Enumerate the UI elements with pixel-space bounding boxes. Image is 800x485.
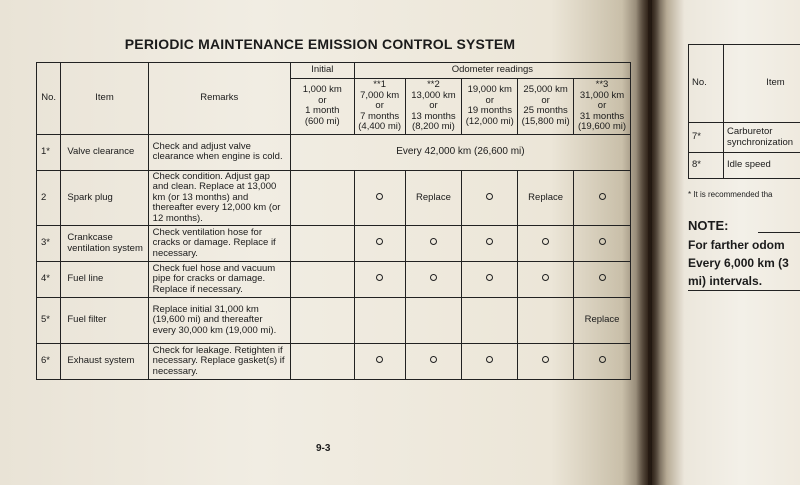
right-row-item: Idle speed bbox=[724, 153, 800, 179]
maintenance-cell bbox=[290, 262, 354, 298]
maintenance-cell bbox=[405, 262, 462, 298]
interval-line: (4,400 mi) bbox=[358, 121, 402, 132]
row-remarks: Check fuel hose and vacuum pipe for cracks or damage. Replace if necessary. bbox=[148, 262, 290, 298]
interval-line: or bbox=[318, 94, 327, 106]
maintenance-cell bbox=[518, 298, 574, 344]
maintenance-cell bbox=[462, 226, 518, 262]
header-item: Item bbox=[61, 63, 148, 135]
interval-header bbox=[518, 79, 574, 135]
table-row bbox=[37, 344, 631, 380]
maintenance-cell bbox=[462, 344, 518, 380]
note-rule bbox=[758, 232, 800, 233]
page-number: 9-3 bbox=[316, 443, 331, 454]
row-number: 1* bbox=[37, 134, 61, 170]
row-item: Valve clearance bbox=[61, 134, 148, 170]
interval-line: 1,000 km bbox=[302, 84, 342, 96]
note-line: For farther odom bbox=[688, 238, 785, 252]
interval-line: 31,000 km bbox=[579, 89, 625, 101]
interval-line: (12,000 mi) bbox=[465, 115, 514, 127]
maintenance-cell bbox=[290, 298, 354, 344]
table-row bbox=[37, 170, 631, 226]
row-number: 6* bbox=[37, 344, 61, 380]
check-circle-icon bbox=[542, 356, 549, 363]
maintenance-cell bbox=[354, 262, 405, 298]
check-circle-icon bbox=[599, 356, 606, 363]
interval-mark: **1 bbox=[373, 79, 386, 90]
row-remarks: Check for leakage. Retighten if necessary. Replace gasket(s) if necessary. bbox=[148, 344, 290, 380]
interval-mark: **3 bbox=[595, 79, 609, 90]
maintenance-cell bbox=[290, 226, 354, 262]
note-line: Every 6,000 km (3 bbox=[688, 256, 789, 270]
interval-line: 13,000 km bbox=[411, 89, 456, 101]
row-item: Fuel line bbox=[61, 262, 148, 298]
header-row-top bbox=[37, 63, 631, 79]
right-row-no: 8* bbox=[689, 153, 724, 179]
right-header-no: No. bbox=[689, 45, 724, 123]
interval-line: 25 months bbox=[523, 105, 568, 117]
maintenance-cell bbox=[574, 344, 631, 380]
row-remarks: Check and adjust valve clearance when engine is cold. bbox=[148, 134, 290, 170]
row-remarks: Replace initial 31,000 km (19,600 mi) and thereafter every 30,000 km (19,000 mi). bbox=[148, 298, 290, 344]
book-gutter bbox=[636, 0, 660, 485]
row-remarks: Check ventilation hose for cracks or damage. Replace if necessary. bbox=[148, 226, 290, 262]
check-circle-icon bbox=[430, 356, 437, 363]
right-header-item: Item bbox=[724, 45, 800, 123]
interval-line: (600 mi) bbox=[304, 115, 340, 127]
interval-header bbox=[574, 79, 631, 135]
table-row bbox=[37, 134, 631, 170]
interval-line: 25,000 km bbox=[523, 84, 568, 96]
right-row-no: 7* bbox=[689, 123, 724, 153]
interval-line: 1 month bbox=[305, 105, 340, 117]
check-circle-icon bbox=[542, 238, 549, 245]
maintenance-cell bbox=[354, 226, 405, 262]
maintenance-cell bbox=[405, 226, 462, 262]
maintenance-cell bbox=[462, 262, 518, 298]
interval-line: or bbox=[429, 100, 438, 111]
row-item: Exhaust system bbox=[61, 344, 148, 380]
interval-line: or bbox=[375, 100, 384, 111]
interval-line: (15,800 mi) bbox=[521, 115, 570, 127]
row-interval-span: Every 42,000 km (26,600 mi) bbox=[290, 134, 630, 170]
interval-mark: **2 bbox=[427, 79, 440, 90]
maintenance-cell: Replace bbox=[518, 170, 574, 226]
maintenance-cell bbox=[462, 298, 518, 344]
maintenance-cell bbox=[518, 344, 574, 380]
check-circle-icon bbox=[486, 356, 493, 363]
row-number: 3* bbox=[37, 226, 61, 262]
check-circle-icon bbox=[486, 193, 493, 200]
check-circle-icon bbox=[486, 238, 493, 245]
interval-line: (8,200 mi) bbox=[412, 121, 455, 132]
right-page-table bbox=[688, 44, 800, 179]
interval-line: 7 months bbox=[360, 110, 400, 122]
maintenance-cell bbox=[462, 170, 518, 226]
interval-line: 19,000 km bbox=[467, 84, 512, 96]
check-circle-icon bbox=[599, 274, 606, 281]
row-number: 2 bbox=[37, 170, 61, 226]
header-remarks: Remarks bbox=[148, 63, 290, 135]
interval-header bbox=[290, 79, 354, 135]
table-row bbox=[37, 298, 631, 344]
interval-line: 19 months bbox=[467, 105, 512, 117]
maintenance-cell bbox=[574, 262, 631, 298]
interval-line: or bbox=[485, 94, 494, 106]
interval-header bbox=[354, 79, 405, 135]
maintenance-cell bbox=[354, 298, 405, 344]
interval-line: or bbox=[597, 100, 607, 111]
note-title: NOTE: bbox=[688, 218, 729, 233]
check-circle-icon bbox=[430, 274, 437, 281]
check-circle-icon bbox=[599, 193, 606, 200]
maintenance-cell bbox=[354, 344, 405, 380]
right-row-item: Carburetor synchronization bbox=[724, 123, 800, 153]
maintenance-table bbox=[36, 62, 631, 380]
row-remarks: Check condition. Adjust gap and clean. Replace at 13,000 km (or 13 months) and thereafter every 12,000 km (or 12 months). bbox=[148, 170, 290, 226]
interval-header bbox=[462, 79, 518, 135]
header-odometer: Odometer readings bbox=[354, 63, 630, 79]
interval-line: 7,000 km bbox=[360, 89, 400, 101]
row-item: Crankcase ventilation system bbox=[61, 226, 148, 262]
note-text bbox=[688, 236, 789, 290]
maintenance-cell bbox=[290, 170, 354, 226]
maintenance-cell bbox=[518, 262, 574, 298]
maintenance-cell bbox=[574, 170, 631, 226]
maintenance-cell bbox=[354, 170, 405, 226]
interval-header bbox=[405, 79, 462, 135]
maintenance-cell bbox=[405, 298, 462, 344]
note-bottom-rule bbox=[688, 290, 800, 291]
check-circle-icon bbox=[376, 238, 383, 245]
right-footnote: * It is recommended tha bbox=[688, 190, 773, 199]
note-line: mi) intervals. bbox=[688, 274, 763, 288]
interval-line: 13 months bbox=[411, 110, 456, 122]
page-title: PERIODIC MAINTENANCE EMISSION CONTROL SYSTEM bbox=[124, 36, 516, 52]
check-circle-icon bbox=[542, 274, 549, 281]
interval-line: (19,600 mi) bbox=[577, 121, 627, 132]
maintenance-cell: Replace bbox=[405, 170, 462, 226]
table-body bbox=[37, 134, 631, 380]
maintenance-cell bbox=[290, 344, 354, 380]
maintenance-cell: Replace bbox=[574, 298, 631, 344]
interval-line: 31 months bbox=[579, 110, 625, 122]
check-circle-icon bbox=[430, 238, 437, 245]
check-circle-icon bbox=[599, 238, 606, 245]
table-row bbox=[37, 226, 631, 262]
check-circle-icon bbox=[376, 356, 383, 363]
header-no: No. bbox=[37, 63, 61, 135]
maintenance-cell bbox=[518, 226, 574, 262]
row-number: 5* bbox=[37, 298, 61, 344]
table-row bbox=[37, 262, 631, 298]
header-initial: Initial bbox=[290, 63, 354, 79]
row-item: Spark plug bbox=[61, 170, 148, 226]
check-circle-icon bbox=[376, 274, 383, 281]
check-circle-icon bbox=[376, 193, 383, 200]
row-item: Fuel filter bbox=[61, 298, 148, 344]
right-page bbox=[652, 0, 800, 485]
check-circle-icon bbox=[486, 274, 493, 281]
maintenance-cell bbox=[405, 344, 462, 380]
interval-line: or bbox=[541, 94, 550, 106]
row-number: 4* bbox=[37, 262, 61, 298]
maintenance-cell bbox=[574, 226, 631, 262]
